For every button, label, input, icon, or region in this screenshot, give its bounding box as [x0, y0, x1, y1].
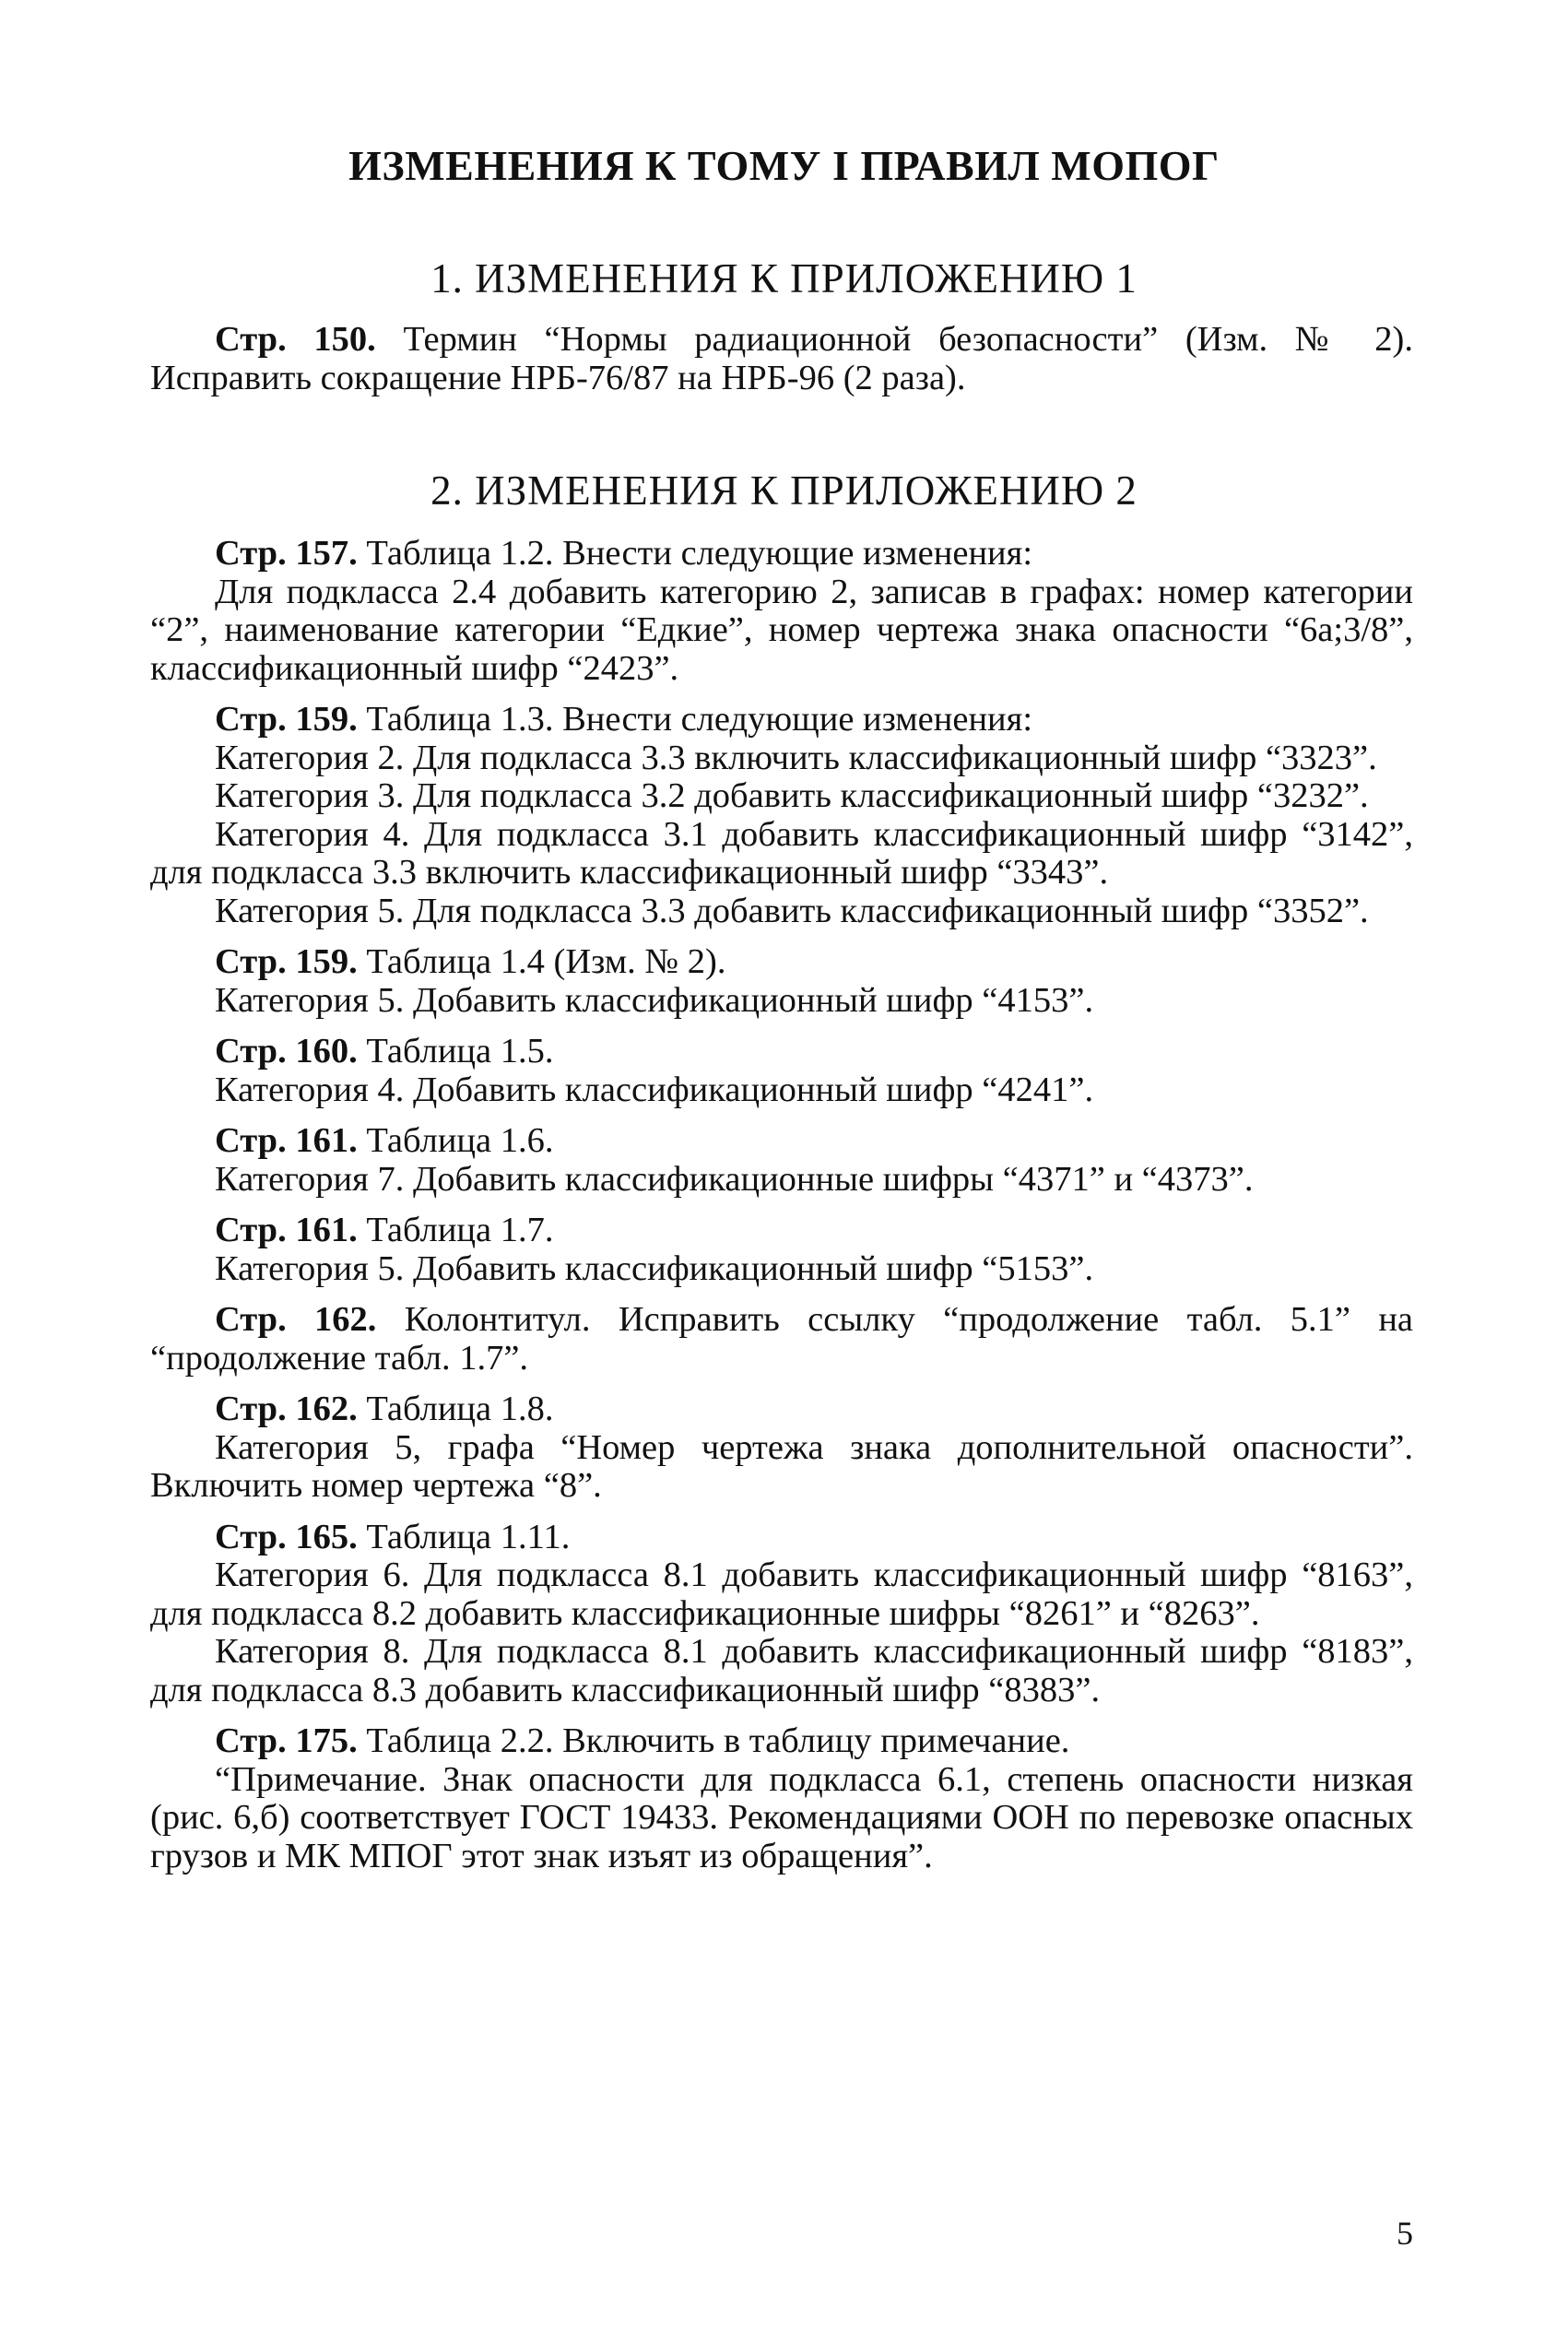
page-reference: Стр. 160. — [215, 1032, 358, 1070]
paragraph-text: Таблица 1.5. — [357, 1032, 554, 1070]
section-heading-1: 1. ИЗМЕНЕНИЯ К ПРИЛОЖЕНИЮ 1 — [430, 255, 1138, 302]
paragraph — [150, 1761, 1413, 1876]
paragraph-text: Категория 7. Добавить классификационные шифры “4371” и “4373”. — [215, 1159, 1254, 1199]
paragraph — [150, 739, 1413, 778]
paragraph-text: Категория 6. Для подкласса 8.1 добавить классификационный шифр “8163”, для подкласса 8.2 добавить классификационные шифры “8261” и “8263”. — [150, 1555, 1413, 1633]
paragraph-text: Категория 4. Добавить классификационный шифр “4241”. — [215, 1070, 1094, 1109]
paragraph-text: Таблица 1.3. Внести следующие изменения: — [357, 700, 1033, 739]
page-reference: Стр. 161. — [215, 1121, 358, 1160]
paragraph-text: Категория 5. Добавить классификационный шифр “5153”. — [215, 1248, 1094, 1288]
paragraph — [150, 701, 1413, 739]
section-1-body — [150, 321, 1413, 397]
paragraph — [150, 816, 1413, 893]
paragraph-text: Таблица 1.11. — [357, 1517, 571, 1556]
paragraph-text: Категория 5. Добавить классификационный шифр “4153”. — [215, 980, 1094, 1020]
document-title: ИЗМЕНЕНИЯ К ТОМУ I ПРАВИЛ МОПОГ — [348, 142, 1220, 189]
page-reference: Стр. 175. — [215, 1721, 358, 1760]
paragraph — [150, 321, 1413, 397]
paragraph-text: Колонтитул. Исправить ссылку “продолжение табл. 5.1” на “продолжение табл. 1.7”. — [150, 1300, 1414, 1378]
paragraph-text: Категория 2. Для подкласса 3.3 включить классификационный шифр “3323”. — [215, 738, 1377, 777]
paragraph-text: Таблица 1.4 (Изм. № 2). — [357, 942, 726, 981]
page-reference: Стр. 162. — [215, 1390, 358, 1428]
paragraph-text: “Примечание. Знак опасности для подкласса 6.1, степень опасности низкая (рис. 6,б) соответствует ГОСТ 19433. Рекомендациями ООН по перевозке опасных грузов и МК МПОГ этот знак изъят из обращения”. — [150, 1759, 1413, 1875]
paragraph — [150, 1301, 1413, 1378]
paragraph — [150, 943, 1413, 982]
paragraph-text: Таблица 1.8. — [357, 1390, 554, 1428]
paragraph-text: Таблица 1.7. — [357, 1211, 554, 1249]
page-reference: Стр. 165. — [215, 1517, 358, 1556]
paragraph-text: Таблица 1.2. Внести следующие изменения: — [357, 534, 1033, 573]
paragraph — [150, 1033, 1413, 1071]
paragraph — [150, 1122, 1413, 1161]
page-number: 5 — [1397, 2215, 1413, 2252]
page-reference: Стр. 157. — [215, 534, 358, 573]
paragraph-text: Категория 5. Для подкласса 3.3 добавить классификационный шифр “3352”. — [215, 891, 1369, 930]
paragraph — [150, 982, 1413, 1021]
paragraph-text: Термин “Нормы радиационной безопасности” (Изм. № 2). Исправить сокращение НРБ-76/87 на НРБ-96 (2 раза). — [150, 320, 1413, 397]
paragraph — [150, 1161, 1413, 1200]
page-reference: Стр. 162. — [215, 1300, 377, 1339]
paragraph-text: Таблица 2.2. Включить в таблицу примечание. — [357, 1721, 1070, 1760]
paragraph-text: Категория 5, графа “Номер чертежа знака дополнительной опасности”. Включить номер чертежа “8”. — [150, 1427, 1413, 1505]
page-reference: Стр. 159. — [215, 942, 358, 981]
paragraph — [150, 1390, 1413, 1429]
paragraph — [150, 574, 1413, 689]
paragraph-text: Категория 4. Для подкласса 3.1 добавить классификационный шифр “3142”, для подкласса 3.3 включить классификационный шифр “3343”. — [150, 814, 1413, 892]
paragraph-text: Категория 8. Для подкласса 8.1 добавить классификационный шифр “8183”, для подкласса 8.3 добавить классификационный шифр “8383”. — [150, 1632, 1413, 1709]
page-reference: Стр. 161. — [215, 1211, 358, 1249]
paragraph-text: Для подкласса 2.4 добавить категорию 2, записав в графах: номер категории “2”, наименование категории “Едкие”, номер чертежа знака опасности “6а;3/8”, классификационный шифр “2423”. — [150, 572, 1413, 688]
paragraph — [150, 1556, 1413, 1633]
paragraph-text: Таблица 1.6. — [357, 1121, 554, 1160]
section-heading-2: 2. ИЗМЕНЕНИЯ К ПРИЛОЖЕНИЮ 2 — [430, 467, 1138, 514]
paragraph — [150, 1212, 1413, 1250]
paragraph — [150, 893, 1413, 931]
paragraph — [150, 1250, 1413, 1289]
paragraph — [150, 1519, 1413, 1557]
paragraph — [150, 777, 1413, 816]
section-2-body — [150, 535, 1413, 1875]
paragraph — [150, 1633, 1413, 1709]
paragraph — [150, 1071, 1413, 1110]
paragraph — [150, 535, 1413, 574]
paragraph — [150, 1429, 1413, 1506]
page-reference: Стр. 159. — [215, 700, 358, 739]
paragraph-text: Категория 3. Для подкласса 3.2 добавить классификационный шифр “3232”. — [215, 776, 1369, 815]
page-reference: Стр. 150. — [215, 320, 376, 359]
paragraph — [150, 1722, 1413, 1761]
